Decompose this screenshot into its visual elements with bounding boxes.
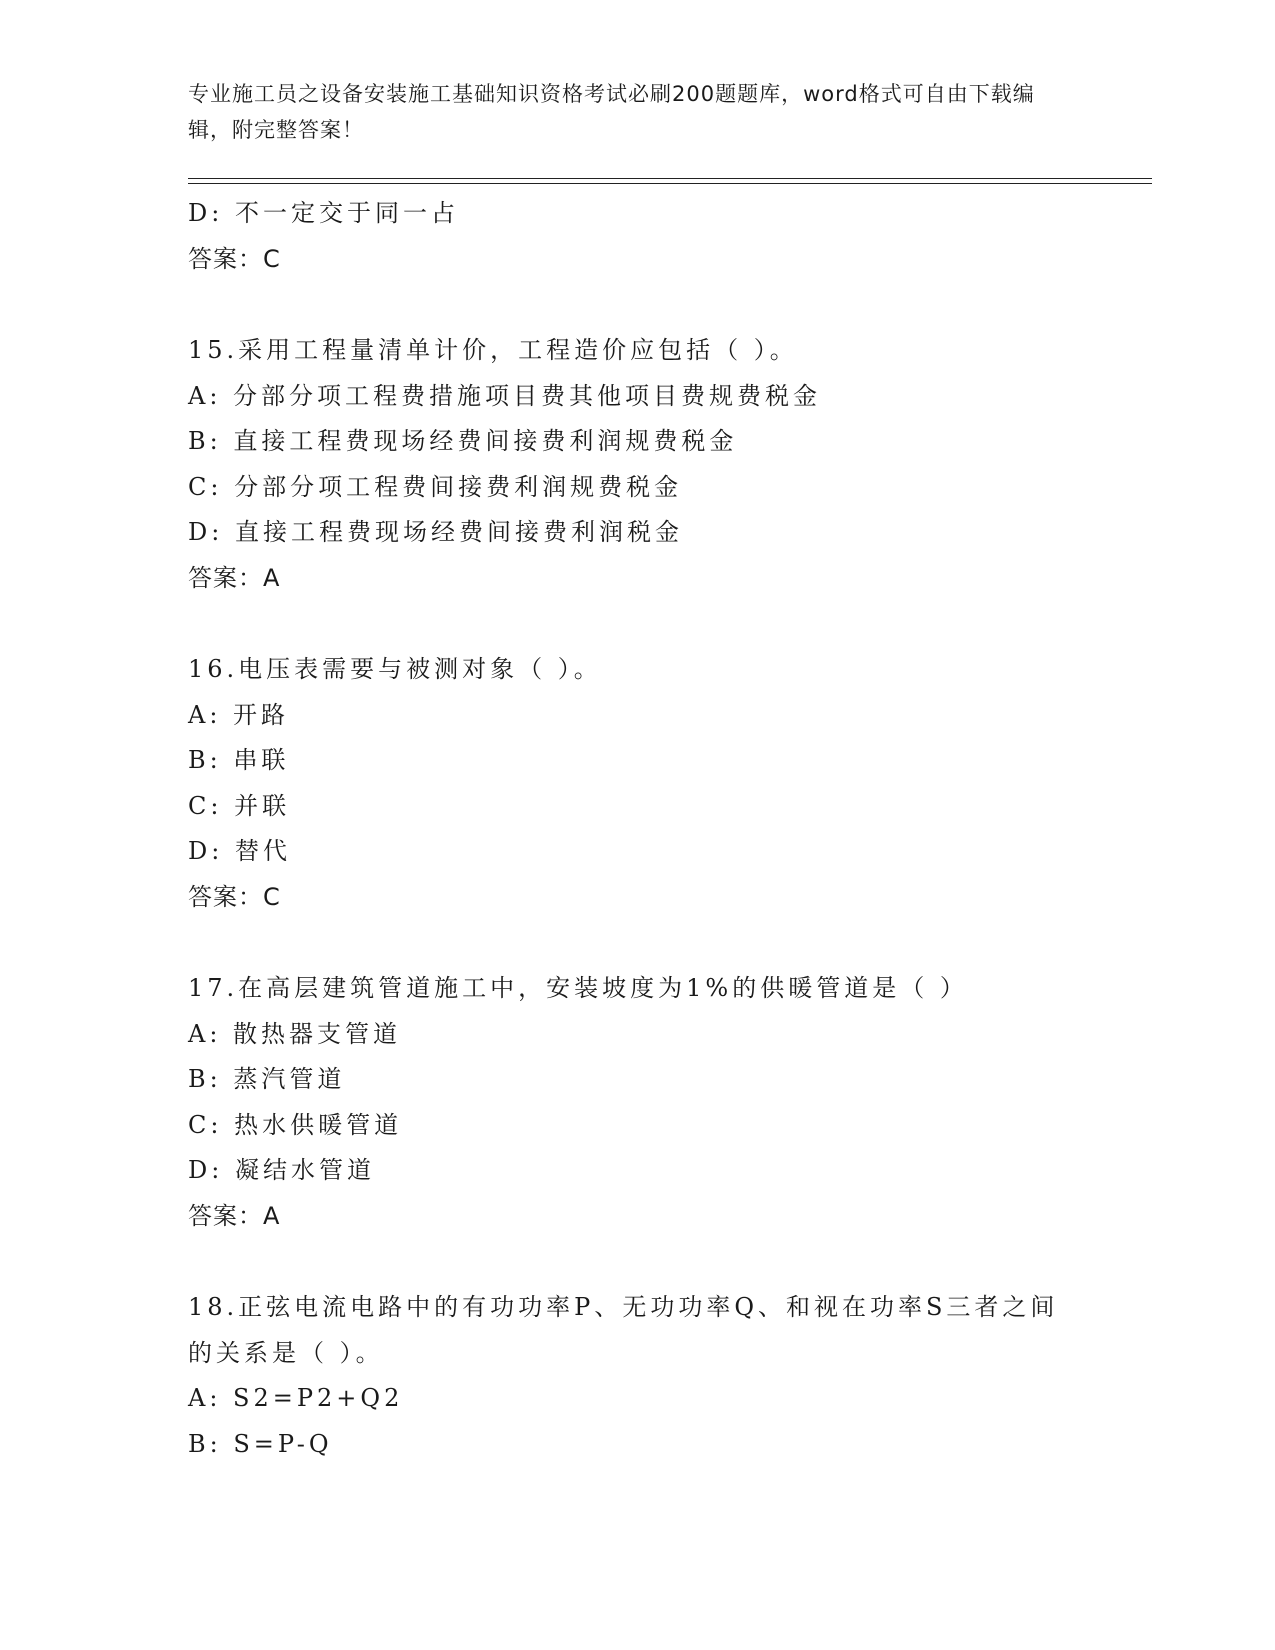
option-b: B: 直接工程费现场经费间接费利润规费税金 [188,427,738,455]
option-d: D: 凝结水管道 [188,1156,375,1184]
question-stem: 15.采用工程量清单计价，工程造价应包括（ ）。 [188,336,798,364]
question-stem: 18.正弦电流电路中的有功功率P、无功功率Q、和视在功率S三者之间的关系是（ ）。 [188,1293,1059,1367]
prev-option-d: D: 不一定交于同一占 [188,199,459,227]
option-a: A: 分部分项工程费措施项目费其他项目费规费税金 [188,381,822,410]
answer: 答案：A [188,563,281,592]
question-15 [188,328,1088,601]
option-b: B: S=P-Q [188,1429,333,1458]
option-d: D: 直接工程费现场经费间接费利润税金 [188,518,683,546]
option-b: B: 串联 [188,746,290,774]
option-d: D: 替代 [188,837,291,865]
option-a: A: 开路 [188,700,290,729]
question-stem: 16.电压表需要与被测对象（ ）。 [188,655,602,683]
option-c: C: 分部分项工程费间接费利润规费税金 [188,472,683,501]
option-a: A: 散热器支管道 [188,1019,402,1048]
option-a: A: S2=P2+Q2 [188,1384,404,1412]
prev-answer: 答案：C [188,244,281,273]
header-rule-top [188,178,1152,179]
document-header: 专业施工员之设备安装施工基础知识资格考试必刷200题题库，word格式可自由下载编辑，附完整答案！ [188,82,1035,142]
question-list [188,191,1088,1467]
question-stem: 17.在高层建筑管道施工中，安装坡度为1%的供暖管道是（ ） [188,974,968,1002]
question-18 [188,1285,1088,1467]
option-c: C: 并联 [188,791,291,820]
question-16 [188,647,1088,920]
question-17 [188,966,1088,1239]
answer: 答案：A [188,1201,281,1230]
option-c: C: 热水供暖管道 [188,1110,403,1139]
header-rule-bottom [188,183,1152,184]
answer: 答案：C [188,882,281,911]
option-b: B: 蒸汽管道 [188,1065,346,1093]
